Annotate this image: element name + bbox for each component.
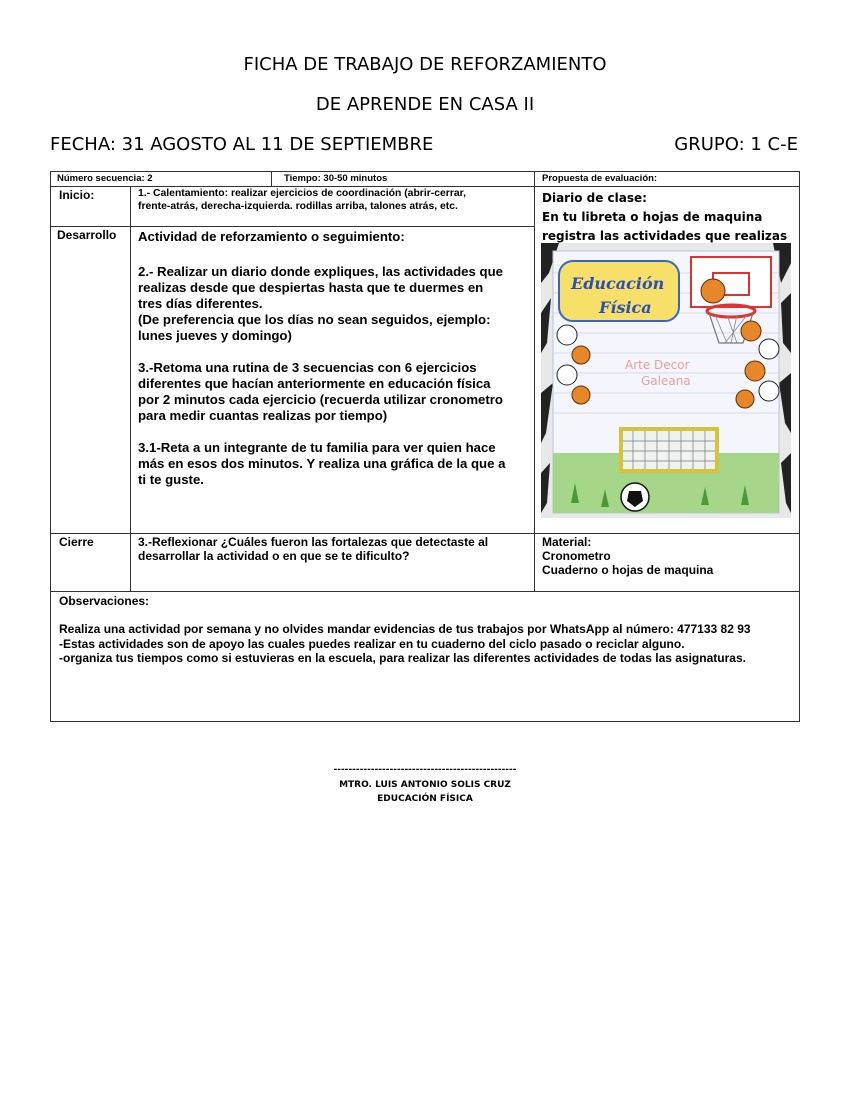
paragraph-line: más en esos dos minutos. Y realiza una gráfica de la que a [138,456,506,471]
material-item: Cronometro [542,549,611,563]
time-label: Tiempo: 30-50 minutos [284,173,388,184]
desarrollo-paragraph-2 [138,264,503,344]
watermark-2: Galeana [641,374,691,388]
cierre-label: Cierre [59,535,94,549]
inicio-text-line: frente-atrás, derecha-izquierda. rodillas arriba, talones atrás, etc. [138,200,458,212]
observation-line: -organiza tus tiempos como si estuvieras en la escuela, para realizar las diferentes actividades de todas las asignaturas. [59,651,746,665]
observaciones-label: Observaciones: [59,594,150,608]
desarrollo-label: Desarrollo [57,228,117,242]
paragraph-line: (De preferencia que los días no sean seguidos, ejemplo: [138,312,491,327]
paragraph-line: diferentes que hacían anteriormente en educación física [138,376,491,391]
notebook-title-2: Física [599,298,652,317]
cierre-line: 3.-Reflexionar ¿Cuáles fueron las fortalezas que detectaste al [138,535,489,549]
notebook-cover-image [541,243,791,518]
signature-line: ------------------------------------------------- [333,765,517,775]
evaluation-proposal-label: Propuesta de evaluación: [542,173,658,184]
paragraph-line: 2.- Realizar un diario donde expliques, las actividades que [138,264,503,279]
desarrollo-paragraph-31 [138,440,505,488]
material-item: Cuaderno o hojas de maquina [542,563,714,577]
sequence-number: Número secuencia: 2 [57,173,153,184]
paragraph-line: 3.-Retoma una rutina de 3 secuencias con 6 ejercicios [138,360,477,375]
cierre-line: desarrollar la actividad o en que se te dificulto? [138,549,410,563]
paragraph-line: para medir cuantas realizas por tiempo) [138,408,388,423]
diario-line: registra las actividades que realizas [542,229,788,243]
teacher-name: MTRO. LUIS ANTONIO SOLIS CRUZ [339,780,511,790]
observation-line: -Estas actividades son de apoyo las cuales puedes realizar en tu cuaderno del ciclo pasado o reciclar alguno. [59,636,685,651]
document-title-line2: DE APRENDE EN CASA II [315,94,535,115]
group-label: GRUPO: 1 C-E [674,134,798,155]
paragraph-line: lunes jueves y domingo) [138,328,292,343]
material-label: Material: [542,535,592,549]
diario-line: Diario de clase: [542,191,647,205]
watermark-1: Arte Decor [625,358,690,372]
inicio-label: Inicio: [59,188,95,202]
material-block [542,535,713,577]
inicio-text [138,188,466,213]
cierre-text [138,535,488,563]
desarrollo-paragraph-3 [138,360,503,424]
diario-line: En tu libreta o hojas de maquina [542,210,763,224]
paragraph-line: realizas desde que despiertas hasta que te duermes en [138,280,484,295]
desarrollo-heading: Actividad de reforzamiento o seguimiento: [138,229,405,244]
teacher-subject: EDUCACIÓN FÍSICA [377,794,473,804]
paragraph-line: por 2 minutos cada ejercicio (recuerda utilizar cronometro [138,392,503,407]
date-label: FECHA: 31 AGOSTO AL 11 DE SEPTIEMBRE [50,134,434,155]
diario-de-clase [542,189,787,246]
observation-line: Realiza una actividad por semana y no olvides mandar evidencias de tus trabajos por WhatsApp al número: 477133 82 93 [59,622,751,636]
document-title-line1: FICHA DE TRABAJO DE REFORZAMIENTO [243,54,607,75]
paragraph-line: 3.1-Reta a un integrante de tu familia para ver quien hace [138,440,496,455]
paragraph-line: tres días diferentes. [138,296,263,311]
observaciones-text [59,622,751,666]
inicio-text-line: 1.- Calentamiento: realizar ejercicios de coordinación (abrir-cerrar, [138,188,466,199]
notebook-title-1: Educación [571,274,665,293]
paragraph-line: ti te guste. [138,472,204,487]
